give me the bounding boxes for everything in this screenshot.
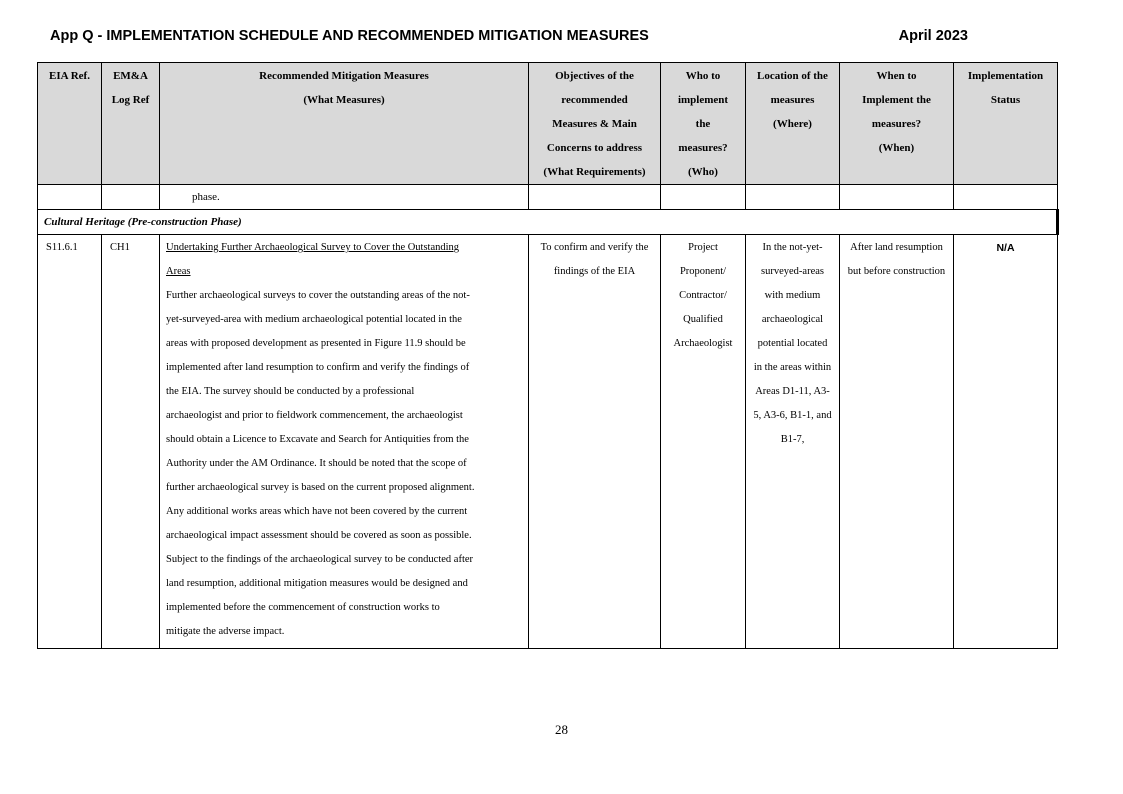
table-header-row bbox=[38, 63, 1058, 185]
cell-text-line: To confirm and verify the bbox=[540, 242, 649, 253]
column-header-line: (What Measures) bbox=[303, 94, 385, 106]
cell-text-line: archaeological bbox=[761, 314, 824, 325]
cell-text-line: Further archaeological surveys to cover the outstanding areas of the not- bbox=[166, 290, 470, 301]
cell-text-line: Authority under the AM Ordinance. It should be noted that the scope of bbox=[166, 458, 467, 469]
cell-text-line: Archaeologist bbox=[673, 338, 733, 349]
cell-text-line: land resumption, additional mitigation measures would be designed and bbox=[166, 578, 468, 589]
column-header-line: EIA Ref. bbox=[49, 70, 90, 82]
column-header-line: (When) bbox=[878, 142, 915, 154]
document-date: April 2023 bbox=[898, 28, 968, 44]
cell-text-line: archaeologist and prior to fieldwork commencement, the archaeologist bbox=[166, 410, 463, 421]
cell-text-line: further archaeological survey is based on the current proposed alignment. bbox=[166, 482, 475, 493]
empty-cell bbox=[746, 185, 840, 210]
column-header-line: Recommended Mitigation Measures bbox=[259, 70, 429, 82]
measures-cell bbox=[160, 235, 529, 649]
who-cell bbox=[661, 235, 746, 649]
empty-cell bbox=[102, 185, 160, 210]
empty-cell bbox=[661, 185, 746, 210]
cell-text-line: but before construction bbox=[847, 266, 946, 277]
mitigation-measures-table bbox=[37, 62, 1059, 649]
column-header-line: EM&A bbox=[113, 70, 148, 82]
cell-text-line: Areas D1-11, A3- bbox=[755, 386, 830, 397]
when-cell bbox=[840, 235, 954, 649]
column-header-line: Location of the bbox=[757, 70, 828, 82]
column-header-status bbox=[954, 63, 1058, 185]
empty-cell bbox=[38, 185, 102, 210]
cell-text-line: with medium bbox=[764, 290, 821, 301]
column-header-line: Concerns to address bbox=[546, 142, 643, 154]
cell-text-line: yet-surveyed-area with medium archaeological potential located in the bbox=[166, 314, 462, 325]
cell-text-line: B1-7, bbox=[780, 434, 805, 445]
cell-text-line: Contractor/ bbox=[679, 290, 727, 301]
column-header-line: Implementation bbox=[967, 70, 1044, 82]
section-heading: Cultural Heritage (Pre-construction Phase) bbox=[38, 210, 1058, 235]
column-header-line: measures bbox=[770, 94, 815, 106]
cell-text-line: Subject to the findings of the archaeological survey to be conducted after bbox=[166, 554, 474, 565]
cell-text-line: Any additional works areas which have not been covered by the current bbox=[166, 506, 468, 517]
empty-cell bbox=[529, 185, 661, 210]
column-header-objectives bbox=[529, 63, 661, 185]
column-header-eia-ref bbox=[38, 63, 102, 185]
column-header-measures bbox=[160, 63, 529, 185]
column-header-line: Who to bbox=[685, 70, 721, 82]
column-header-line: Status bbox=[990, 94, 1021, 106]
table-row bbox=[38, 235, 1058, 649]
cell-text-line: surveyed-areas bbox=[761, 266, 824, 277]
cell-text-line: Project bbox=[688, 242, 718, 253]
column-header-line: (Who) bbox=[688, 166, 718, 178]
measure-title bbox=[166, 236, 522, 284]
cell-text-line: areas with proposed development as presented in Figure 11.9 should be bbox=[166, 338, 466, 349]
page-header bbox=[50, 28, 980, 48]
column-header-ema-log-ref bbox=[102, 63, 160, 185]
empty-cell bbox=[954, 185, 1058, 210]
column-header-who bbox=[661, 63, 746, 185]
page-number: 28 bbox=[555, 722, 568, 737]
cell-text-line: Qualified bbox=[683, 314, 723, 325]
cell-text-line: implemented after land resumption to confirm and verify the findings of bbox=[166, 362, 470, 373]
measure-description bbox=[166, 284, 522, 644]
column-header-line: the bbox=[695, 118, 711, 130]
column-header-line: Log Ref bbox=[111, 94, 150, 106]
column-header-line: (Where) bbox=[773, 118, 812, 130]
empty-cell bbox=[840, 185, 954, 210]
column-header-line: measures? bbox=[871, 118, 922, 130]
column-header-when bbox=[840, 63, 954, 185]
section-heading-row bbox=[38, 210, 1058, 235]
cell-text-line: 5, A3-6, B1-1, and bbox=[753, 410, 832, 421]
column-header-line: measures? bbox=[678, 142, 728, 154]
column-header-line: recommended bbox=[561, 94, 628, 106]
location-cell bbox=[746, 235, 840, 649]
cell-text-line: In the not-yet- bbox=[762, 242, 823, 253]
ema-log-ref-cell: CH1 bbox=[102, 235, 160, 649]
cell-text-line: Undertaking Further Archaeological Survey to Cover the Outstanding bbox=[166, 242, 460, 253]
column-header-line: Objectives of the bbox=[555, 70, 634, 82]
cell-text-line: should obtain a Licence to Excavate and Search for Antiquities from the bbox=[166, 434, 469, 445]
column-header-line: (What Requirements) bbox=[543, 166, 646, 178]
cell-text-line: findings of the EIA bbox=[553, 266, 636, 277]
cell-text-line: Areas bbox=[166, 266, 191, 277]
document-title: App Q - IMPLEMENTATION SCHEDULE AND RECOMMENDED MITIGATION MEASURES bbox=[50, 28, 649, 44]
cell-text-line: After land resumption bbox=[850, 242, 943, 253]
column-header-line: Implement the bbox=[862, 94, 931, 106]
cell-text-line: potential located bbox=[757, 338, 828, 349]
column-header-line: When to bbox=[876, 70, 917, 82]
objectives-cell bbox=[529, 235, 661, 649]
cell-text-line: the EIA. The survey should be conducted by a professional bbox=[166, 386, 415, 397]
cell-text-line: mitigate the adverse impact. bbox=[166, 626, 285, 637]
cell-text-line: in the areas within bbox=[753, 362, 832, 373]
cell-text-line: Proponent/ bbox=[679, 266, 727, 277]
column-header-location bbox=[746, 63, 840, 185]
column-header-line: Measures & Main bbox=[552, 118, 637, 130]
eia-ref-cell: S11.6.1 bbox=[38, 235, 102, 649]
continuation-row bbox=[38, 185, 1058, 210]
status-cell: N/A bbox=[954, 235, 1058, 649]
cell-text-line: implemented before the commencement of construction works to bbox=[166, 602, 440, 613]
cell-text-line: archaeological impact assessment should be covered as soon as possible. bbox=[166, 530, 472, 541]
column-header-line: implement bbox=[677, 94, 729, 106]
continuation-text: phase. bbox=[160, 185, 529, 210]
